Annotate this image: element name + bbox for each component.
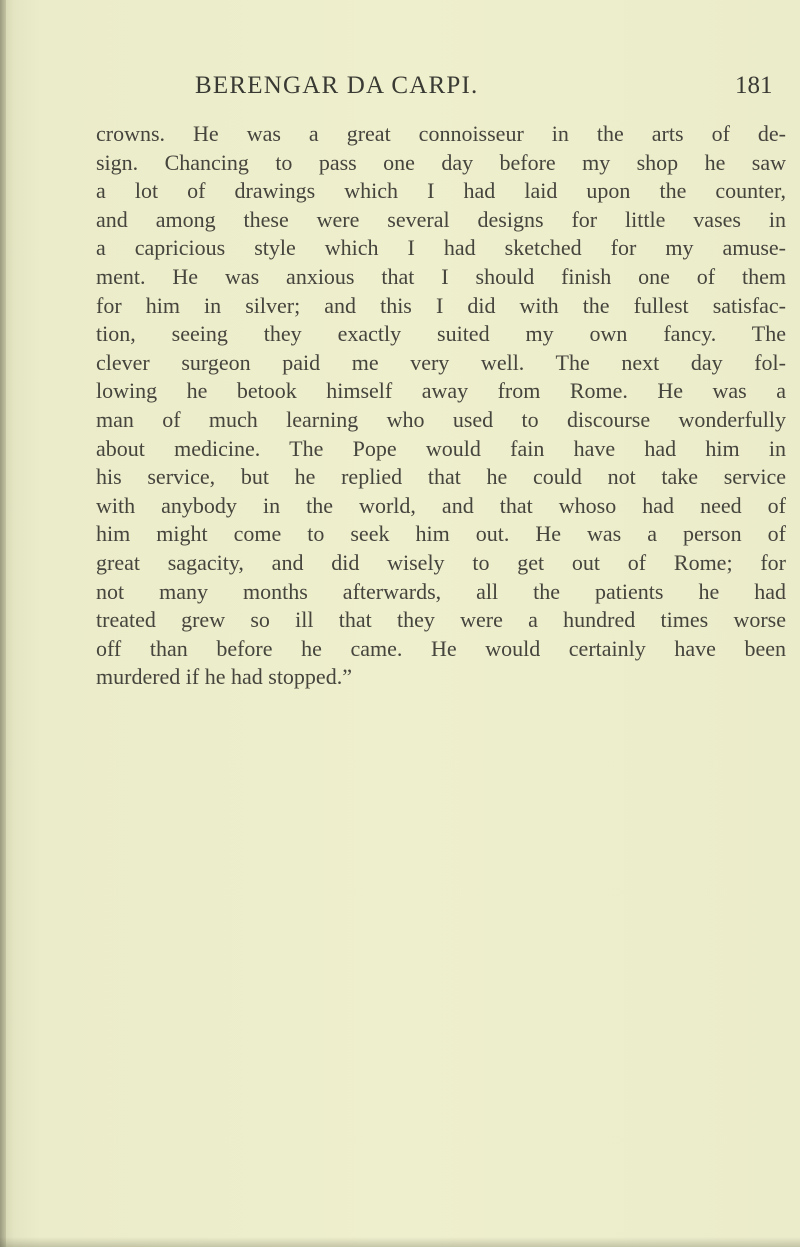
text-line: sign. Chancing to pass one day before my shop he saw xyxy=(96,149,786,175)
body-text xyxy=(96,120,786,692)
text-line: man of much learning who used to discourse wonderfully xyxy=(96,406,786,432)
page-bottom-edge xyxy=(0,1237,800,1247)
text-line: great sagacity, and did wisely to get out of Rome; for xyxy=(96,549,786,575)
text-line: crowns. He was a great connoisseur in the arts of de- xyxy=(96,121,786,146)
text-line: treated grew so ill that they were a hundred times worse xyxy=(96,607,786,633)
text-line-last: murdered if he had stopped.” xyxy=(96,664,352,690)
text-line: off than before he came. He would certainly have been xyxy=(96,635,786,661)
text-line: ment. He was anxious that I should finish one of them xyxy=(96,263,786,289)
text-line: not many months afterwards, all the patients he had xyxy=(96,578,786,604)
page-number: 181 xyxy=(735,72,773,99)
text-line: a capricious style which I had sketched for my amuse- xyxy=(96,235,786,261)
text-line: for him in silver; and this I did with the fullest satisfac- xyxy=(96,292,786,318)
text-line: clever surgeon paid me very well. The next day fol- xyxy=(96,349,786,375)
text-line: with anybody in the world, and that whoso had need of xyxy=(96,492,786,518)
text-line: him might come to seek him out. He was a person of xyxy=(96,521,786,547)
text-line: lowing he betook himself away from Rome. He was a xyxy=(96,378,786,404)
text-line: and among these were several designs for little vases in xyxy=(96,206,786,232)
page-spine-edge xyxy=(0,0,6,1247)
text-line: his service, but he replied that he could not take service xyxy=(96,464,786,490)
text-line: tion, seeing they exactly suited my own fancy. The xyxy=(96,321,786,347)
text-line: a lot of drawings which I had laid upon the counter, xyxy=(96,178,786,204)
text-line: about medicine. The Pope would fain have had him in xyxy=(96,435,786,461)
running-title: BERENGAR DA CARPI. xyxy=(195,72,479,99)
